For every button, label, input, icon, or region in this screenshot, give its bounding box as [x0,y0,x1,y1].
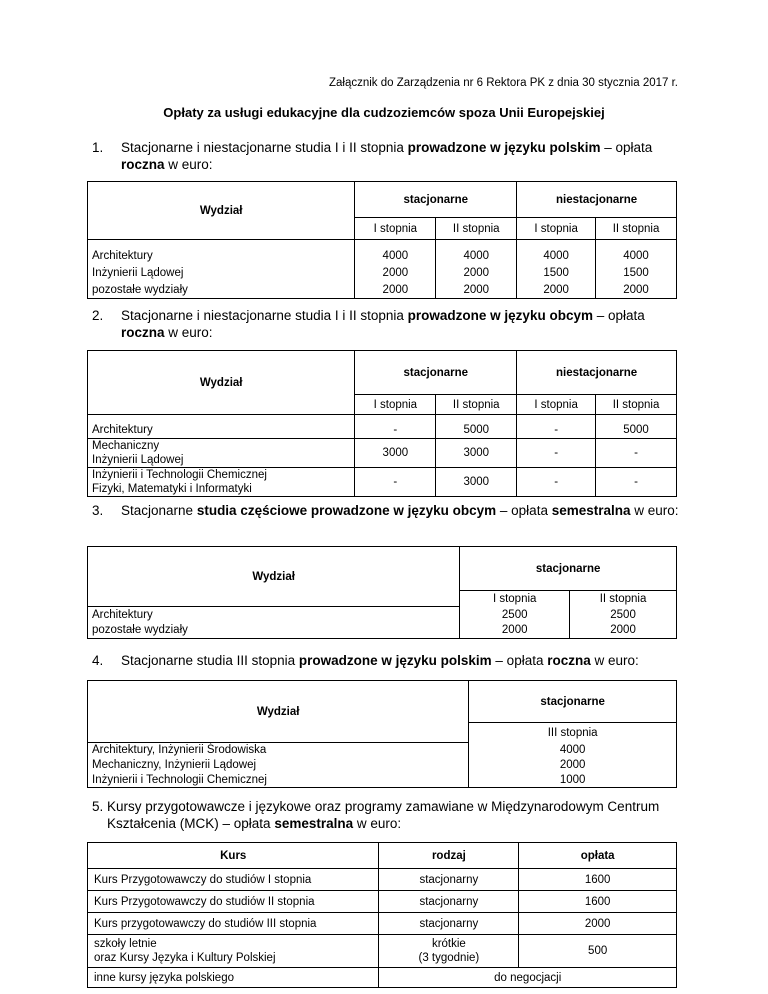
cell-value: 5000 [436,423,517,439]
cell-value: - [355,423,436,439]
cell-value: 2000 [436,282,517,299]
col-header-ii-stopnia: II stopnia [436,218,517,240]
row-label: pozostałe wydziały [88,623,460,639]
course-fee: 1600 [519,869,677,891]
course-fee: 2000 [519,913,677,935]
course-fee: 1600 [519,891,677,913]
table-row [88,265,677,282]
section-number: 2. [92,308,104,323]
cell-value: 4000 [436,248,517,265]
cell-value: 2000 [355,265,436,282]
col-header-niestacjonarne: niestacjonarne [517,182,677,218]
cell-value: 2000 [460,623,570,639]
course-type: stacjonarny [379,869,519,891]
col-header-kurs: Kurs [88,843,379,869]
section-number: 3. [92,503,104,518]
section-2-text: Stacjonarne i niestacjonarne studia I i II stopnia prowadzone w języku obcym – opłata roczna w euro: [121,308,645,340]
cell-value: 2000 [355,282,436,299]
course-name: Kurs przygotowawczy do studiów III stopnia [88,913,379,935]
table-row [88,773,677,788]
row-label: Architektury [88,607,460,623]
cell-value: - [517,423,596,439]
cell-value: - [517,468,596,497]
row-label: Mechaniczny Inżynierii Lądowej [88,439,355,468]
row-label: Inżynierii i Technologii Chemicznej [88,773,469,788]
fee-table-5 [87,842,677,988]
row-label: Architektury [88,248,355,265]
table-row [88,913,677,935]
section-5-text: Kursy przygotowawcze i językowe oraz programy zamawiane w Międzynarodowym Centrum Kształcenia (MCK) – opłata semestralna w euro: [107,799,660,831]
section-number: 5. [92,799,104,814]
fee-table-4 [87,680,677,788]
course-name: inne kursy języka polskiego [88,968,379,988]
cell-value: 1000 [469,773,677,788]
header-note: Załącznik do Zarządzenia nr 6 Rektora PK z dnia 30 stycznia 2017 r. [328,77,678,89]
course-fee: 500 [519,935,677,968]
col-header-wydzial: Wydział [88,547,460,607]
col-header-i-stopnia: I stopnia [355,395,436,415]
cell-value: 2500 [570,607,677,623]
col-header-i-stopnia: I stopnia [517,218,596,240]
col-header-oplata: opłata [519,843,677,869]
col-header-stacjonarne: stacjonarne [460,547,677,591]
table-row [88,423,677,439]
table-row [88,439,677,468]
cell-value: 2500 [460,607,570,623]
cell-value: 2000 [596,282,677,299]
course-type: stacjonarny [379,913,519,935]
section-3-text: Stacjonarne studia częściowe prowadzone w języku obcym – opłata semestralna w euro: [121,503,679,518]
row-label: Architektury, Inżynierii Środowiska [88,743,469,758]
col-header-i-stopnia: I stopnia [460,591,570,607]
table-row [88,248,677,265]
cell-value: 3000 [436,439,517,468]
course-name: Kurs Przygotowawczy do studiów I stopnia [88,869,379,891]
cell-value: - [596,439,677,468]
row-label: Inżynierii Lądowej [88,265,355,282]
col-header-ii-stopnia: II stopnia [596,218,677,240]
col-header-wydzial: Wydział [88,681,469,743]
cell-value: 4000 [355,248,436,265]
col-header-i-stopnia: I stopnia [355,218,436,240]
fee-table-3 [87,546,677,639]
cell-value: 2000 [570,623,677,639]
section-number: 1. [92,140,104,155]
table-row [88,743,677,758]
table-row [88,758,677,773]
course-name: szkoły letnie oraz Kursy Języka i Kultury Polskiej [88,935,379,968]
cell-value: 1500 [596,265,677,282]
col-header-ii-stopnia: II stopnia [596,395,677,415]
row-label: Mechaniczny, Inżynierii Lądowej [88,758,469,773]
col-header-wydzial: Wydział [88,351,355,415]
table-row [88,968,677,988]
col-header-ii-stopnia: II stopnia [570,591,677,607]
cell-value: 2000 [469,758,677,773]
col-header-wydzial: Wydział [88,182,355,240]
col-header-stacjonarne: stacjonarne [355,351,517,395]
cell-value: 4000 [469,743,677,758]
row-label: Inżynierii i Technologii Chemicznej Fizyki, Matematyki i Informatyki [88,468,355,497]
cell-value: 2000 [517,282,596,299]
table-row [88,282,677,299]
col-header-stacjonarne: stacjonarne [355,182,517,218]
table-row [88,468,677,497]
table-row [88,869,677,891]
table-row [88,891,677,913]
table-row [88,623,677,639]
fee-table-1 [87,181,677,299]
fee-table-2 [87,350,677,497]
course-type: krótkie (3 tygodnie) [379,935,519,968]
section-1-text: Stacjonarne i niestacjonarne studia I i II stopnia prowadzone w języku polskim – opłata roczna w euro: [121,140,653,172]
course-name: Kurs Przygotowawczy do studiów II stopnia [88,891,379,913]
cell-value: 3000 [436,468,517,497]
cell-value: 2000 [436,265,517,282]
cell-value: 5000 [596,423,677,439]
section-4-text: Stacjonarne studia III stopnia prowadzone w języku polskim – opłata roczna w euro: [121,653,639,668]
col-header-stacjonarne: stacjonarne [469,681,677,723]
col-header-niestacjonarne: niestacjonarne [517,351,677,395]
col-header-rodzaj: rodzaj [379,843,519,869]
col-header-i-stopnia: I stopnia [517,395,596,415]
cell-value: 3000 [355,439,436,468]
cell-value: - [596,468,677,497]
cell-value: - [517,439,596,468]
cell-value: 1500 [517,265,596,282]
col-header-iii-stopnia: III stopnia [469,723,677,743]
cell-value: 4000 [517,248,596,265]
cell-value: - [355,468,436,497]
row-label: pozostałe wydziały [88,282,355,299]
table-row [88,607,677,623]
cell-value: 4000 [596,248,677,265]
col-header-ii-stopnia: II stopnia [436,395,517,415]
section-number: 4. [92,653,104,668]
document-title: Opłaty za usługi edukacyjne dla cudzoziemców spoza Unii Europejskiej [163,105,605,120]
row-label: Architektury [88,423,355,439]
course-type: stacjonarny [379,891,519,913]
course-fee: do negocjacji [379,968,677,988]
table-row [88,935,677,968]
